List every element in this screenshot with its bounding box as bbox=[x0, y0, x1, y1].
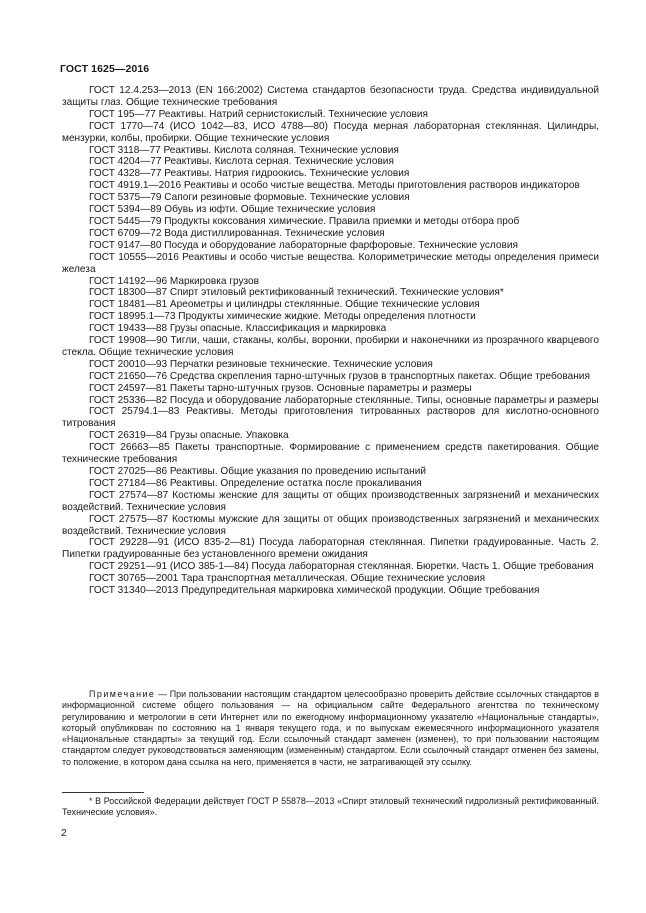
reference-item: ГОСТ 4328—77 Реактивы. Натрия гидроокись. Технические условия bbox=[89, 168, 410, 180]
reference-item: ГОСТ 21650—76 Средства скрепления тарно-штучных грузов в транспортных пакетах. Общие требования bbox=[89, 370, 590, 382]
reference-item: ГОСТ 18300—87 Спирт этиловый ректификованный технический. Технические условия* bbox=[89, 287, 504, 299]
reference-item: ГОСТ 25336—82 Посуда и оборудование лабораторные стеклянные. Типы, основные параметры и размеры bbox=[89, 394, 599, 406]
reference-item: ГОСТ 12.4.253—2013 (EN 166:2002) Система стандартов безопасности труда. Средства индивидуальной защиты глаз. Общие технические требования bbox=[62, 85, 599, 108]
footnote-divider bbox=[62, 792, 144, 793]
reference-item: ГОСТ 10555—2016 Реактивы и особо чистые вещества. Колориметрические методы определения примеси железа bbox=[62, 251, 599, 275]
reference-item: ГОСТ 25794.1—83 Реактивы. Методы приготовления титрованных растворов для кислотно-основного титрования bbox=[62, 406, 599, 430]
reference-item: ГОСТ 26663—85 Пакеты транспортные. Формирование с применением средств пакетирования. Общие технические требования bbox=[62, 442, 599, 466]
reference-item: ГОСТ 6709—72 Вода дистиллированная. Технические условия bbox=[89, 227, 385, 239]
reference-item: ГОСТ 26319—84 Грузы опасные. Упаковка bbox=[89, 430, 289, 442]
reference-item: ГОСТ 1770—74 (ИСО 1042—83, ИСО 4788—80) Посуда мерная лабораторная стеклянная. Цилиндры, мензурки, колбы, пробирки. Общие технические условия bbox=[62, 120, 599, 144]
reference-item: ГОСТ 19433—88 Грузы опасные. Классификация и маркировка bbox=[89, 323, 387, 335]
reference-item: ГОСТ 3118—77 Реактивы. Кислота соляная. Технические условия bbox=[89, 144, 399, 156]
reference-item: ГОСТ 9147—80 Посуда и оборудование лабораторные фарфоровые. Технические условия bbox=[89, 239, 518, 251]
reference-item: ГОСТ 5445—79 Продукты коксования химические. Правила приемки и методы отбора проб bbox=[89, 215, 520, 227]
reference-item: ГОСТ 27025—86 Реактивы. Общие указания по проведению испытаний bbox=[89, 466, 426, 477]
reference-item: ГОСТ 20010—93 Перчатки резиновые технические. Технические условия bbox=[89, 358, 433, 370]
reference-item: ГОСТ 19908—90 Тигли, чаши, стаканы, колбы, воронки, пробирки и наконечники из прозрачного кварцевого стекла. Общие технические условия bbox=[62, 335, 599, 358]
reference-item: ГОСТ 29228—91 (ИСО 835-2—81) Посуда лабораторная стеклянная. Пипетки градуированные. Часть 2. Пипетки градуированные без установленного времени ожидания bbox=[62, 537, 599, 561]
reference-item: ГОСТ 30765—2001 Тара транспортная металлическая. Общие технические условия bbox=[89, 573, 486, 585]
reference-item: ГОСТ 24597—81 Пакеты тарно-штучных грузов. Основные параметры и размеры bbox=[89, 382, 472, 394]
reference-item: ГОСТ 31340—2013 Предупредительная маркировка химической продукции. Общие требования bbox=[89, 585, 540, 597]
reference-item: ГОСТ 27184—86 Реактивы. Определение остатка после прокаливания bbox=[89, 477, 422, 489]
reference-item: ГОСТ 5375—79 Сапоги резиновые формовые. Технические условия bbox=[89, 192, 410, 204]
note-text: — При пользовании настоящим стандартом целесообразно проверить действие ссылочных стандартов в информационной системе общего пользования — на официальном сайте Федерального агентства по техническому регулированию и метрологии в сети Интернет или по ежегодному информационному указателю «Национальные стандарты», который опубликован по состоянию на 1 января текущего года, и по выпускам ежемесячного информационного указателя «Национальные стандарты» за текущий год. Если ссылочный стандарт заменен (изменен), то при пользовании настоящим стандартом следует руководствоваться заменяющим (измененным) стандартом. Если ссылочный стандарт отменен без замены, то положение, в котором дана ссылка на него, применяется в части, не затрагивающей эту ссылку. bbox=[62, 689, 599, 767]
reference-item: ГОСТ 29251—91 (ИСО 385-1—84) Посуда лабораторная стеклянная. Бюретки. Часть 1. Общие требования bbox=[89, 561, 594, 573]
page-header-standard-number: ГОСТ 1625—2016 bbox=[60, 63, 150, 75]
reference-item: ГОСТ 4919.1—2016 Реактивы и особо чистые вещества. Методы приготовления растворов индикаторов bbox=[89, 180, 580, 192]
reference-item: ГОСТ 14192—96 Маркировка грузов bbox=[89, 275, 260, 287]
normative-references-list bbox=[62, 85, 599, 597]
reference-item: ГОСТ 4204—77 Реактивы. Кислота серная. Технические условия bbox=[89, 156, 394, 168]
page-number: 2 bbox=[61, 827, 67, 839]
reference-item: ГОСТ 18995.1—73 Продукты химические жидкие. Методы определения плотности bbox=[89, 311, 476, 323]
reference-item: ГОСТ 27575—87 Костюмы мужские для защиты от общих производственных загрязнений и механических воздействий. Технические условия bbox=[62, 513, 599, 537]
note-label: Примечание bbox=[89, 689, 156, 699]
footnote: * В Российской Федерации действует ГОСТ Р 55878—2013 «Спирт этиловый технический гидролизный ректификованный. Технические условия». bbox=[62, 796, 599, 818]
note-paragraph bbox=[62, 689, 599, 768]
reference-item: ГОСТ 5394—89 Обувь из юфти. Общие технические условия bbox=[89, 204, 376, 216]
reference-item: ГОСТ 27574—87 Костюмы женские для защиты от общих производственных загрязнений и механических воздействий. Технические условия bbox=[62, 489, 599, 513]
reference-item: ГОСТ 195—77 Реактивы. Натрий сернистокислый. Технические условия bbox=[89, 108, 429, 120]
reference-item: ГОСТ 18481—81 Ареометры и цилиндры стеклянные. Общие технические условия bbox=[89, 299, 480, 311]
